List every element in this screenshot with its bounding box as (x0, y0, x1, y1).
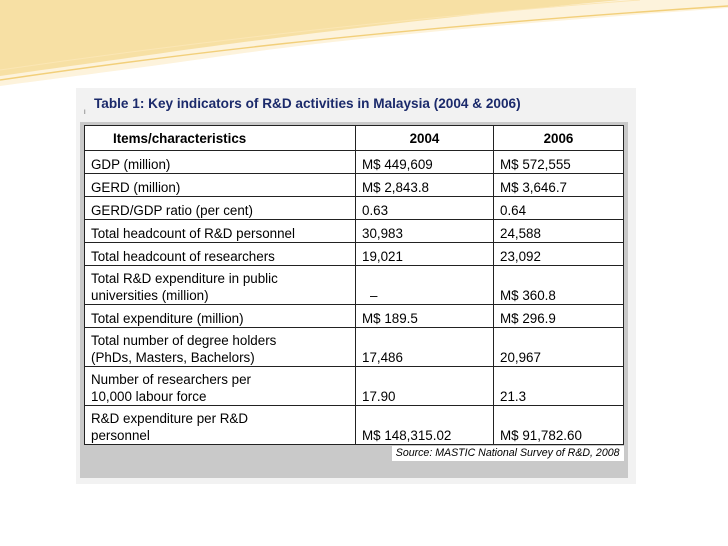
value-2004: 17,486 (356, 328, 494, 367)
value-2006: M$ 360.8 (494, 266, 624, 305)
row-item (85, 328, 356, 367)
row-item (85, 174, 356, 197)
source-cell (85, 445, 624, 463)
table-title: Table 1: Key indicators of R&D activities in Malaysia (2004 & 2006) (94, 96, 521, 111)
row-item-line: personnel (91, 428, 150, 443)
source-row (85, 445, 624, 463)
table-row (85, 305, 624, 328)
indicators-table (84, 125, 624, 462)
table-row (85, 367, 624, 406)
table-row (85, 151, 624, 174)
column-header-items: Items/characteristics (85, 126, 356, 151)
row-item (85, 151, 356, 174)
table-row (85, 406, 624, 445)
decorative-swoosh (0, 0, 728, 100)
row-item-line: universities (million) (91, 288, 209, 303)
table-image (76, 88, 636, 484)
table-row (85, 243, 624, 266)
row-item-line: GERD (million) (91, 180, 181, 195)
source-note: Source: MASTIC National Survey of R&D, 2008 (392, 446, 624, 461)
value-2006: 0.64 (494, 197, 624, 220)
table-row (85, 220, 624, 243)
corner-mark: I (84, 110, 86, 116)
row-item (85, 220, 356, 243)
value-2006: M$ 91,782.60 (494, 406, 624, 445)
value-2006: 21.3 (494, 367, 624, 406)
value-2004: 0.63 (356, 197, 494, 220)
row-item-line: Total number of degree holders (91, 333, 277, 348)
value-2004: M$ 148,315.02 (356, 406, 494, 445)
value-2006: M$ 3,646.7 (494, 174, 624, 197)
row-item (85, 243, 356, 266)
table-row (85, 266, 624, 305)
row-item-line: (PhDs, Masters, Bachelors) (91, 350, 255, 365)
row-item-line: Total expenditure (million) (91, 311, 244, 326)
table-header-row (85, 126, 624, 151)
value-2006: 23,092 (494, 243, 624, 266)
value-2004: M$ 189.5 (356, 305, 494, 328)
table-row (85, 174, 624, 197)
value-2004: 19,021 (356, 243, 494, 266)
row-item-line: GERD/GDP ratio (per cent) (91, 203, 253, 218)
row-item-line: 10,000 labour force (91, 389, 207, 404)
value-2004: M$ 2,843.8 (356, 174, 494, 197)
value-2004: M$ 449,609 (356, 151, 494, 174)
value-2004: 30,983 (356, 220, 494, 243)
row-item-line: Total headcount of R&D personnel (91, 226, 295, 241)
column-header-2006: 2006 (494, 126, 624, 151)
row-item-line: Total headcount of researchers (91, 249, 275, 264)
value-2004 (356, 266, 494, 305)
row-item (85, 305, 356, 328)
value-2006: M$ 296.9 (494, 305, 624, 328)
row-item (85, 197, 356, 220)
row-item (85, 266, 356, 305)
value-2004: 17.90 (356, 367, 494, 406)
value-2006: M$ 572,555 (494, 151, 624, 174)
value-2006: 24,588 (494, 220, 624, 243)
row-item-line: Total R&D expenditure in public (91, 271, 278, 286)
row-item-line: Number of researchers per (91, 372, 252, 387)
row-item (85, 367, 356, 406)
value-2006: 20,967 (494, 328, 624, 367)
table-frame (80, 122, 628, 478)
row-item (85, 406, 356, 445)
row-item-line: R&D expenditure per R&D (91, 411, 249, 426)
table-row (85, 197, 624, 220)
column-header-2004: 2004 (356, 126, 494, 151)
table-row (85, 328, 624, 367)
row-item-line: GDP (million) (91, 157, 171, 172)
value-2004-dash: – (370, 288, 378, 303)
